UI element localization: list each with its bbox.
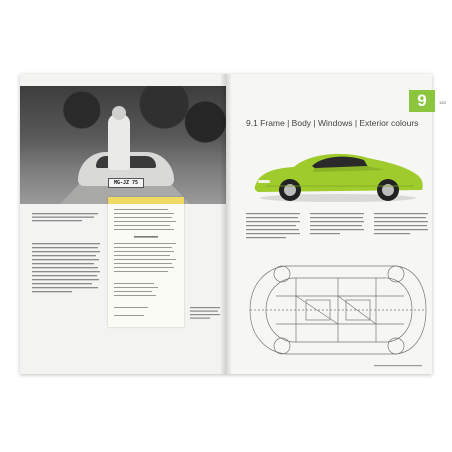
caption-text-lines [32, 212, 102, 224]
body-text-columns [246, 212, 430, 252]
page-number: 133 [439, 100, 446, 105]
document-insert [108, 197, 184, 327]
text-column-1 [246, 212, 302, 252]
insert-header [108, 197, 184, 204]
chassis-frame-diagram [246, 254, 430, 366]
left-page [20, 74, 226, 374]
person-head [112, 106, 126, 120]
insert-caption-blurred [190, 306, 222, 324]
text-column-3 [374, 212, 430, 252]
insert-section-title [108, 235, 184, 240]
owner-with-car-photo [20, 86, 226, 204]
right-page [226, 74, 446, 374]
section-heading: 9.1 Frame | Body | Windows | Exterior colours [246, 118, 419, 128]
body-text-blurred [32, 242, 102, 305]
green-sports-car-illustration [246, 134, 430, 206]
diagram-caption-blurred [374, 364, 424, 369]
body-text-lines [32, 242, 102, 304]
book-gutter-shadow [220, 74, 232, 374]
photo-caption-blurred [32, 212, 102, 226]
text-column-2 [310, 212, 366, 252]
license-plate: MG-JZ 75 [108, 178, 144, 188]
book-spread [20, 74, 446, 374]
person-sitting-on-car [108, 114, 130, 170]
chapter-number-badge: 9 [409, 90, 435, 112]
